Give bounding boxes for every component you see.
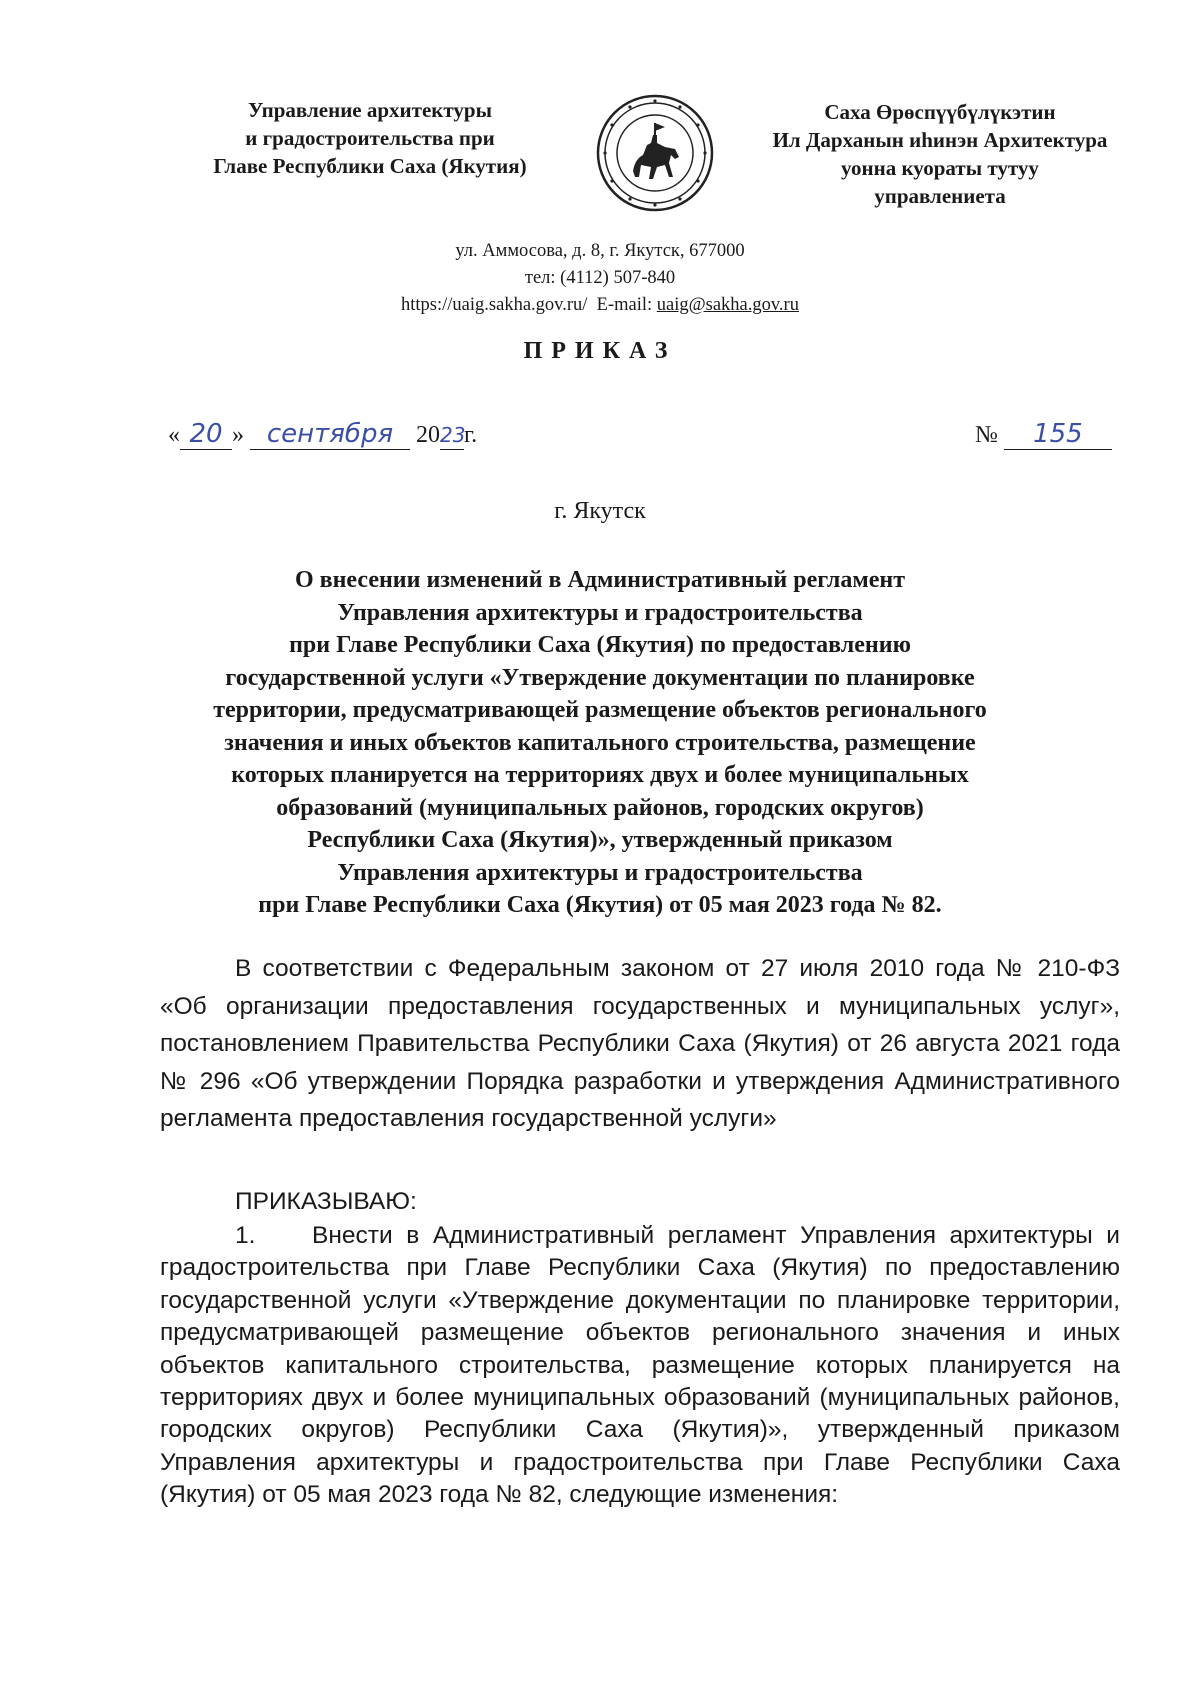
document-date — [168, 420, 477, 450]
city: г. Якутск — [554, 498, 646, 524]
subject-line: территории, предусматривающей размещение объектов регионального — [213, 697, 987, 723]
subject-line: которых планируется на территориях двух и более муниципальных — [231, 762, 969, 788]
email-link[interactable]: uaig@sakha.gov.ru — [656, 295, 799, 315]
date-close-quote: » — [232, 422, 244, 448]
phone: тел: (4112) 507-840 — [524, 268, 676, 288]
item-number: 1. — [235, 1222, 256, 1249]
subject-line: при Главе Республики Саха (Якутия) по предоставлению — [289, 632, 911, 658]
header-right-line: управлениета — [874, 184, 1006, 208]
header-left-line: Управление архитектуры — [247, 98, 493, 122]
date-year-prefix: 20 — [416, 422, 440, 448]
subject-line: при Главе Республики Саха (Якутия) от 05 мая 2023 года № 82. — [258, 892, 942, 918]
header-left-line: Главе Республики Саха (Якутия) — [213, 154, 527, 178]
date-year-end: г. — [464, 422, 478, 448]
date-year-suffix: 23 — [440, 423, 466, 447]
preamble-paragraph: В соответствии с Федеральным законом от 27 июля 2010 года № 210-ФЗ «Об организации предоставления государственных и муниципальных услуг», постановлением Правительства Республики Саха (Якутия) от 26 августа 2021 года № 296 «Об утверждении Порядка разработки и утверждения Административного регламента предоставления государственной услуги» — [160, 955, 1120, 1132]
website-link[interactable]: https://uaig.sakha.gov.ru/ — [401, 295, 588, 315]
document-subject — [160, 564, 1040, 922]
web-contacts — [300, 292, 900, 319]
coat-of-arms-emblem — [595, 93, 715, 213]
header-right-line: Ил Дарханын иһинэн Архитектура — [772, 128, 1108, 152]
document-title: ПРИКАЗ — [523, 338, 677, 364]
header-right-org-name — [755, 98, 1125, 210]
subject-line: государственной услуги «Утверждение документации по планировке — [225, 664, 975, 691]
header-left-org-name — [160, 96, 580, 180]
number-label: № — [975, 422, 998, 448]
document-number — [975, 420, 1112, 450]
item-text: Внести в Административный регламент Управления архитектуры и градостроительства при Главе Республики Саха (Якутия) по предоставлению государственной услуги «Утверждение документации по планировке территории, предусматривающей размещение объектов регионального значения и иных объектов капитального строительства, размещение которых планируется на территориях двух и более муниципальных образований (муниципальных районов, городских округов) Республики Саха (Якутия)», утвержденный приказом Управления архитектуры и градостроительства при Главе Республики Саха (Якутия) от 05 мая 2023 года № 82, следующие изменения: — [160, 1222, 1120, 1509]
order-word: ПРИКАЗЫВАЮ: — [235, 1188, 417, 1215]
subject-line: Управления архитектуры и градостроительства — [337, 599, 863, 626]
subject-line: Управления архитектуры и градостроительства — [337, 859, 863, 886]
order-item-1 — [160, 1220, 1120, 1512]
subject-line: О внесении изменений в Административный регламент — [294, 567, 906, 593]
date-month: сентября — [266, 419, 394, 449]
contact-block — [300, 238, 900, 319]
subject-line: значения и иных объектов капитального строительства, размещение — [224, 729, 976, 756]
address: ул. Аммосова, д. 8, г. Якутск, 677000 — [455, 241, 745, 261]
date-open-quote: « — [168, 422, 180, 448]
header-right-line: Саха Өрөспүүбүлүкэтин — [824, 100, 1056, 124]
number-value: 155 — [1033, 419, 1083, 449]
header-left-line: и градостроительства при — [245, 126, 495, 150]
header-right-line: уонна куораты тутуу — [841, 156, 1039, 180]
subject-line: Республики Саха (Якутия)», утвержденный приказом — [307, 827, 893, 853]
date-day: 20 — [189, 419, 223, 449]
subject-line: образований (муниципальных районов, городских округов) — [276, 794, 924, 821]
email-label: E-mail: — [596, 295, 653, 315]
